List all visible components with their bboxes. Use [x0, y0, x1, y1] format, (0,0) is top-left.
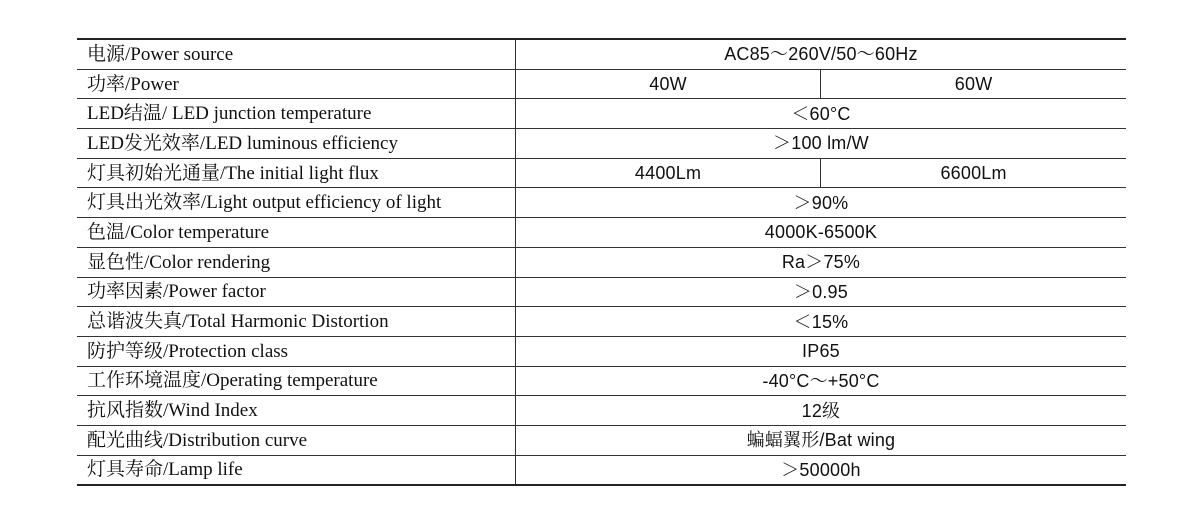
table-row — [77, 69, 1126, 99]
spec-label: 灯具初始光通量/The initial light flux — [77, 158, 515, 188]
spec-value: 4000K-6500K — [515, 218, 1126, 248]
spec-label: 抗风指数/Wind Index — [77, 396, 515, 426]
table-row — [77, 129, 1126, 159]
spec-value: 4400Lm — [515, 158, 820, 188]
spec-label: 灯具寿命/Lamp life — [77, 455, 515, 485]
spec-value: IP65 — [515, 336, 1126, 366]
spec-label: 电源/Power source — [77, 39, 515, 69]
spec-value: 蝙蝠翼形/Bat wing — [515, 425, 1126, 455]
spec-label: 工作环境温度/Operating temperature — [77, 366, 515, 396]
spec-label: 防护等级/Protection class — [77, 336, 515, 366]
table-row — [77, 277, 1126, 307]
table-row — [77, 247, 1126, 277]
spec-value: Ra＞75% — [515, 247, 1126, 277]
spec-label: 显色性/Color rendering — [77, 247, 515, 277]
table-row — [77, 158, 1126, 188]
spec-label: LED发光效率/LED luminous efficiency — [77, 129, 515, 159]
spec-label: 色温/Color temperature — [77, 218, 515, 248]
table-row — [77, 336, 1126, 366]
spec-label: 配光曲线/Distribution curve — [77, 425, 515, 455]
table-row — [77, 218, 1126, 248]
table-row — [77, 188, 1126, 218]
spec-table — [77, 38, 1126, 486]
spec-value: ＞50000h — [515, 455, 1126, 485]
spec-value: -40°C～+50°C — [515, 366, 1126, 396]
table-row — [77, 366, 1126, 396]
spec-label: 灯具出光效率/Light output efficiency of light — [77, 188, 515, 218]
spec-value: ＞100 lm/W — [515, 129, 1126, 159]
spec-label: 总谐波失真/Total Harmonic Distortion — [77, 307, 515, 337]
table-row — [77, 455, 1126, 485]
table-row — [77, 307, 1126, 337]
table-row — [77, 425, 1126, 455]
spec-label: 功率/Power — [77, 69, 515, 99]
table-row — [77, 396, 1126, 426]
spec-label: LED结温/ LED junction temperature — [77, 99, 515, 129]
spec-value: ＜60°C — [515, 99, 1126, 129]
spec-value: 60W — [821, 69, 1126, 99]
spec-value: ＜15% — [515, 307, 1126, 337]
spec-value: ＞90% — [515, 188, 1126, 218]
table-row — [77, 39, 1126, 69]
table-row — [77, 99, 1126, 129]
spec-label: 功率因素/Power factor — [77, 277, 515, 307]
spec-value: 6600Lm — [821, 158, 1126, 188]
spec-value: AC85～260V/50～60Hz — [515, 39, 1126, 69]
spec-value: 12级 — [515, 396, 1126, 426]
spec-value: 40W — [515, 69, 820, 99]
spec-value: ＞0.95 — [515, 277, 1126, 307]
